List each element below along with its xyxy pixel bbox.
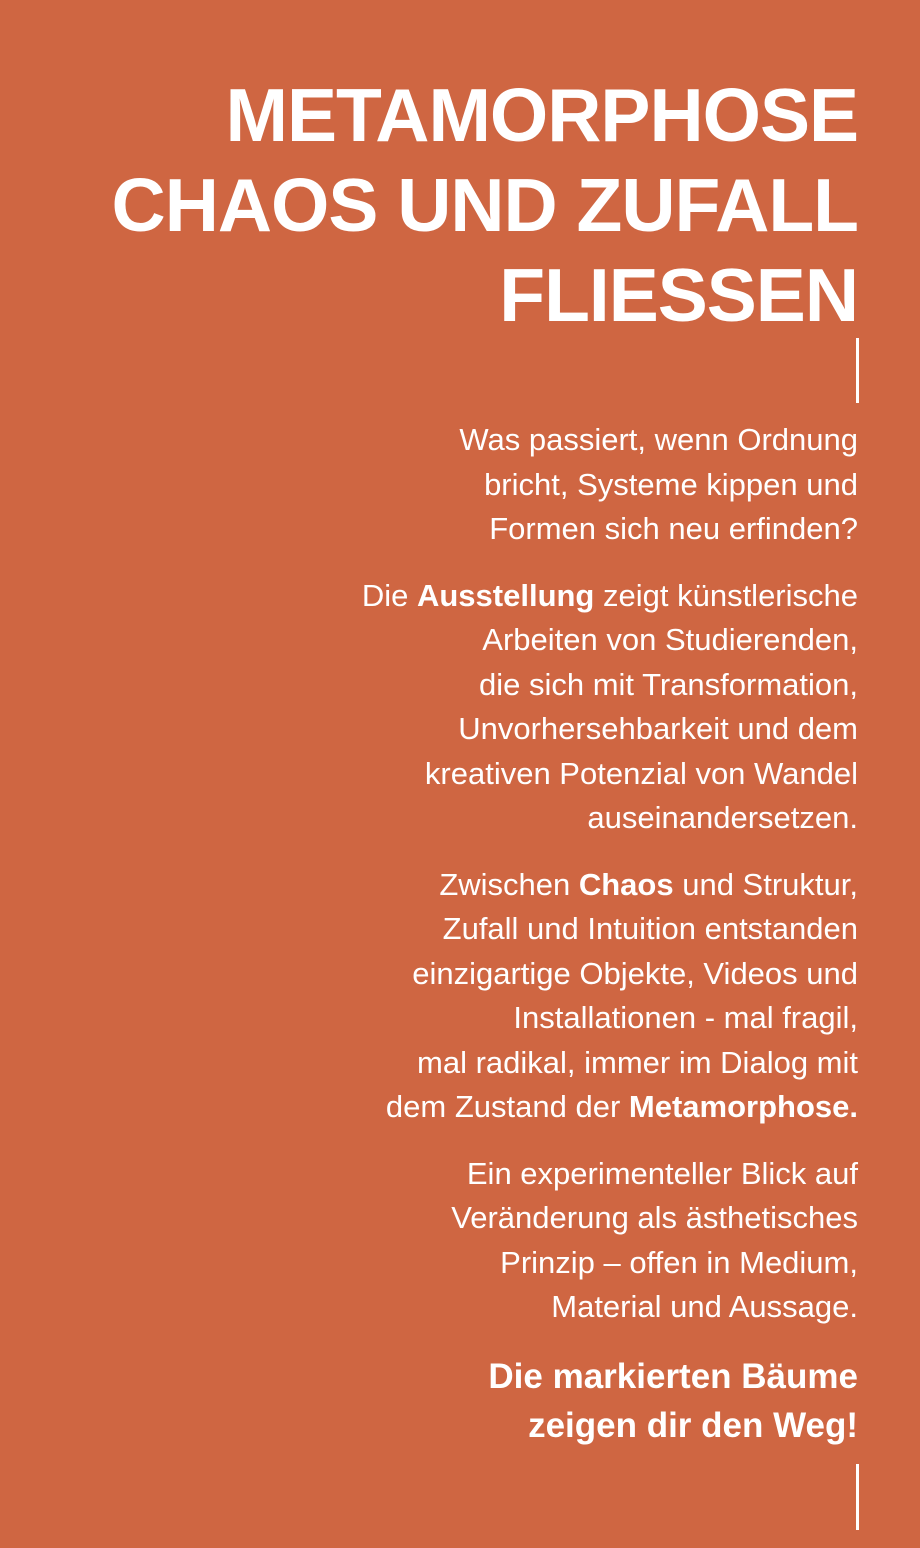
between-line: Installationen - mal fragil, bbox=[513, 1000, 858, 1035]
outlook-line: Ein experimenteller Blick auf bbox=[466, 1155, 858, 1191]
exhibition-text: Die bbox=[361, 577, 417, 613]
top-divider-line bbox=[856, 338, 859, 403]
between-bold-word: Chaos bbox=[578, 866, 674, 902]
exhibition-bold-word: Ausstellung bbox=[416, 577, 595, 613]
outlook-line: Veränderung als ästhetisches bbox=[451, 1200, 858, 1235]
outlook-paragraph bbox=[238, 1152, 858, 1330]
bottom-divider-line bbox=[856, 1464, 859, 1530]
between-text: Zwischen bbox=[439, 866, 579, 902]
exhibition-line: kreativen Potenzial von Wandel bbox=[424, 755, 858, 791]
outlook-line: Prinzip – offen in Medium, bbox=[500, 1244, 858, 1280]
between-paragraph bbox=[238, 863, 858, 1130]
title-line-2: CHAOS UND ZUFALL bbox=[111, 163, 858, 247]
exhibition-line: Arbeiten von Studierenden, bbox=[482, 622, 858, 657]
between-last-line bbox=[238, 1085, 858, 1130]
title-line-1: METAMORPHOSE bbox=[225, 73, 858, 157]
between-text: dem Zustand der bbox=[385, 1089, 629, 1124]
page-title bbox=[112, 70, 858, 340]
exhibition-line-1 bbox=[238, 574, 858, 619]
between-line-1 bbox=[238, 863, 858, 908]
title-line-3: FLIESSEN bbox=[499, 253, 858, 337]
between-line: einzigartige Objekte, Videos und bbox=[412, 955, 858, 991]
exhibition-line: auseinandersetzen. bbox=[587, 800, 858, 835]
between-bold-word: Metamorphose. bbox=[628, 1089, 858, 1124]
cta-line: Die markierten Bäume bbox=[488, 1356, 858, 1396]
intro-paragraph bbox=[238, 418, 858, 552]
intro-line: bricht, Systeme kippen und bbox=[484, 466, 858, 502]
between-text: und Struktur, bbox=[673, 866, 858, 902]
body-text bbox=[238, 418, 858, 1472]
exhibition-line: die sich mit Transformation, bbox=[478, 666, 858, 702]
intro-line: Formen sich neu erfinden? bbox=[489, 511, 858, 546]
exhibition-text: zeigt künstlerische bbox=[594, 577, 858, 613]
between-line: Zufall und Intuition entstanden bbox=[442, 911, 858, 946]
exhibition-paragraph bbox=[238, 574, 858, 841]
intro-line: Was passiert, wenn Ordnung bbox=[459, 422, 858, 457]
exhibition-line: Unvorhersehbarkeit und dem bbox=[458, 711, 858, 746]
outlook-line: Material und Aussage. bbox=[551, 1289, 858, 1324]
call-to-action bbox=[238, 1352, 858, 1450]
between-line: mal radikal, immer im Dialog mit bbox=[417, 1044, 858, 1080]
cta-line: zeigen dir den Weg! bbox=[528, 1405, 858, 1445]
